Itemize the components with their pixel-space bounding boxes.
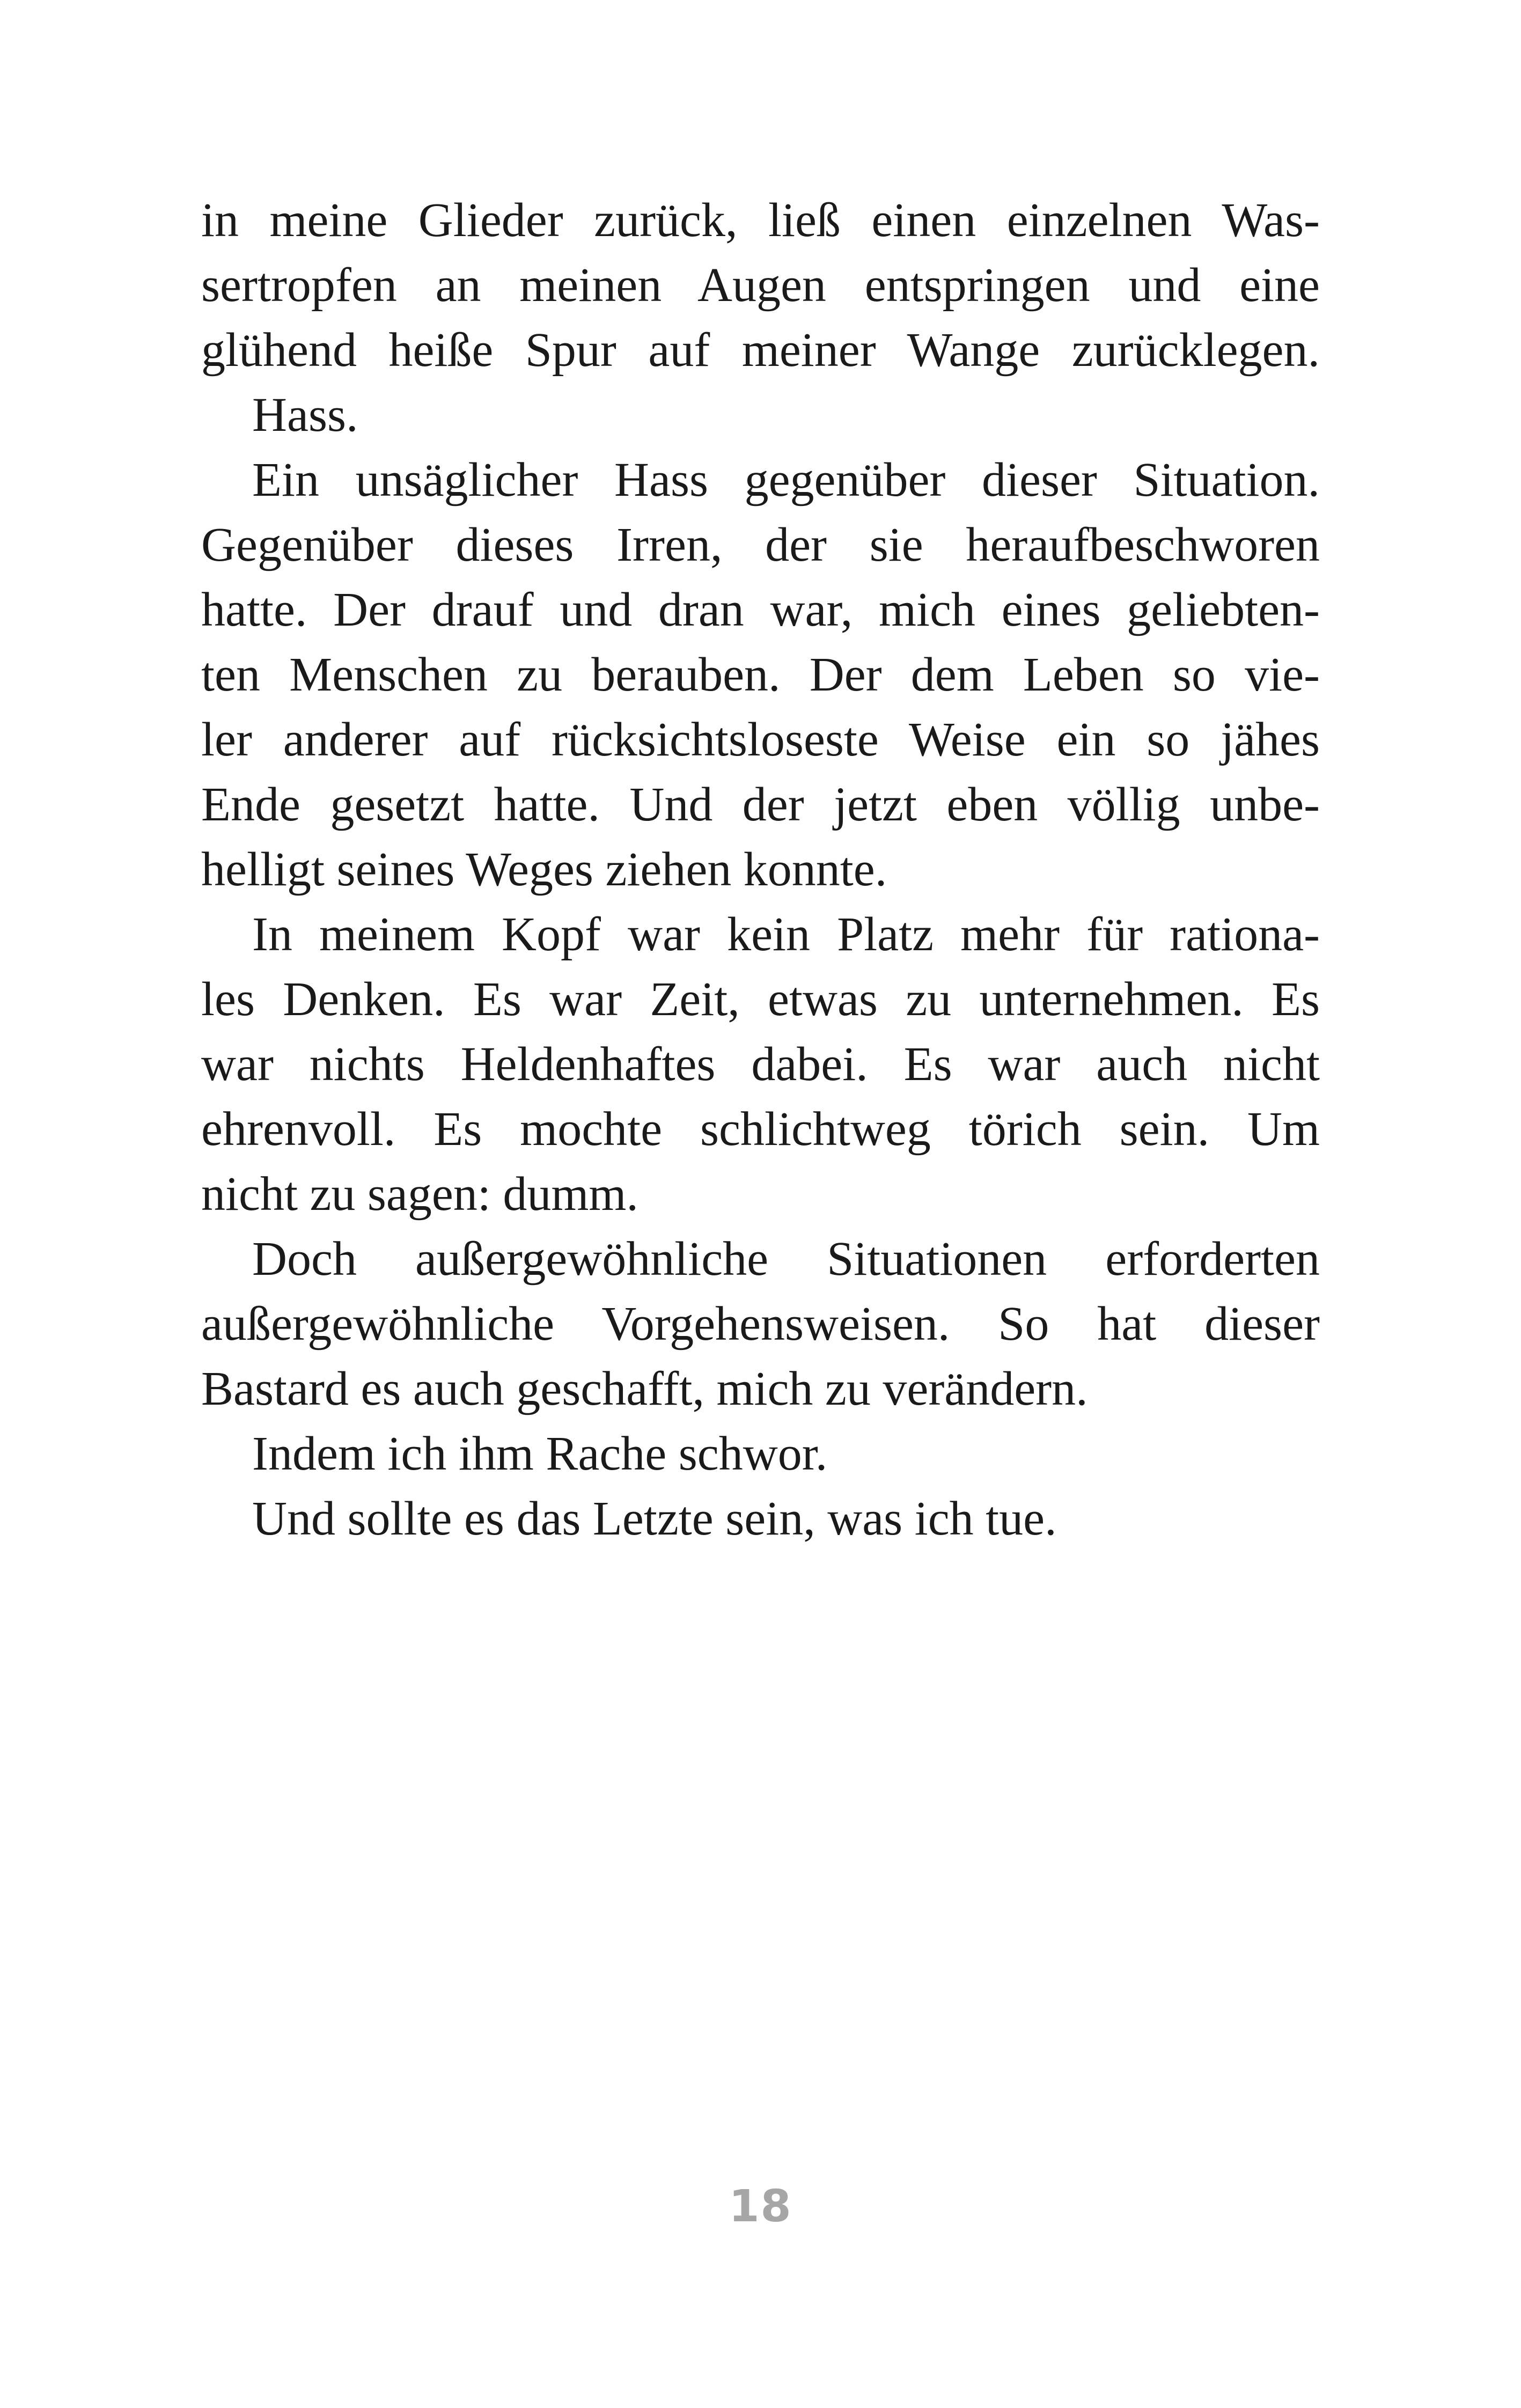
body-text [201, 188, 1320, 1551]
text-line: ler anderer auf rücksichtsloseste Weise ein so jähes [201, 713, 1320, 766]
text-line: hatte. Der drauf und dran war, mich eines geliebten- [201, 583, 1320, 636]
text-line: Ende gesetzt hatte. Und der jetzt eben völlig unbe- [201, 778, 1320, 831]
text-line: außergewöhnliche Vorgehensweisen. So hat dieser [201, 1297, 1320, 1350]
text-line: ehrenvoll. Es mochte schlichtweg törich sein. Um [201, 1103, 1320, 1156]
text-line: Bastard es auch geschafft, mich zu verändern. [201, 1362, 1088, 1415]
text-line: ten Menschen zu berauben. Der dem Leben so vie- [201, 648, 1320, 701]
page-number: 18 [729, 2181, 792, 2232]
text-line: In meinem Kopf war kein Platz mehr für rationa- [252, 908, 1320, 961]
text-line: Und sollte es das Letzte sein, was ich tue. [252, 1492, 1057, 1545]
text-line: Ein unsäglicher Hass gegenüber dieser Situation. [252, 453, 1320, 506]
text-line: Gegenüber dieses Irren, der sie heraufbeschworen [201, 518, 1320, 571]
text-line: helligt seines Weges ziehen konnte. [201, 843, 887, 896]
text-line: war nichts Heldenhaftes dabei. Es war auch nicht [201, 1038, 1320, 1091]
text-line: Indem ich ihm Rache schwor. [252, 1427, 828, 1480]
text-line: Hass. [252, 388, 358, 442]
text-line: in meine Glieder zurück, ließ einen einzelnen Was- [201, 194, 1320, 247]
text-line: glühend heiße Spur auf meiner Wange zurücklegen. [201, 324, 1320, 377]
text-line: nicht zu sagen: dumm. [201, 1168, 638, 1221]
text-line: Doch außergewöhnliche Situationen erforderten [252, 1232, 1320, 1286]
text-line: sertropfen an meinen Augen entspringen und eine [201, 259, 1320, 312]
text-line: les Denken. Es war Zeit, etwas zu unternehmen. Es [201, 973, 1320, 1026]
